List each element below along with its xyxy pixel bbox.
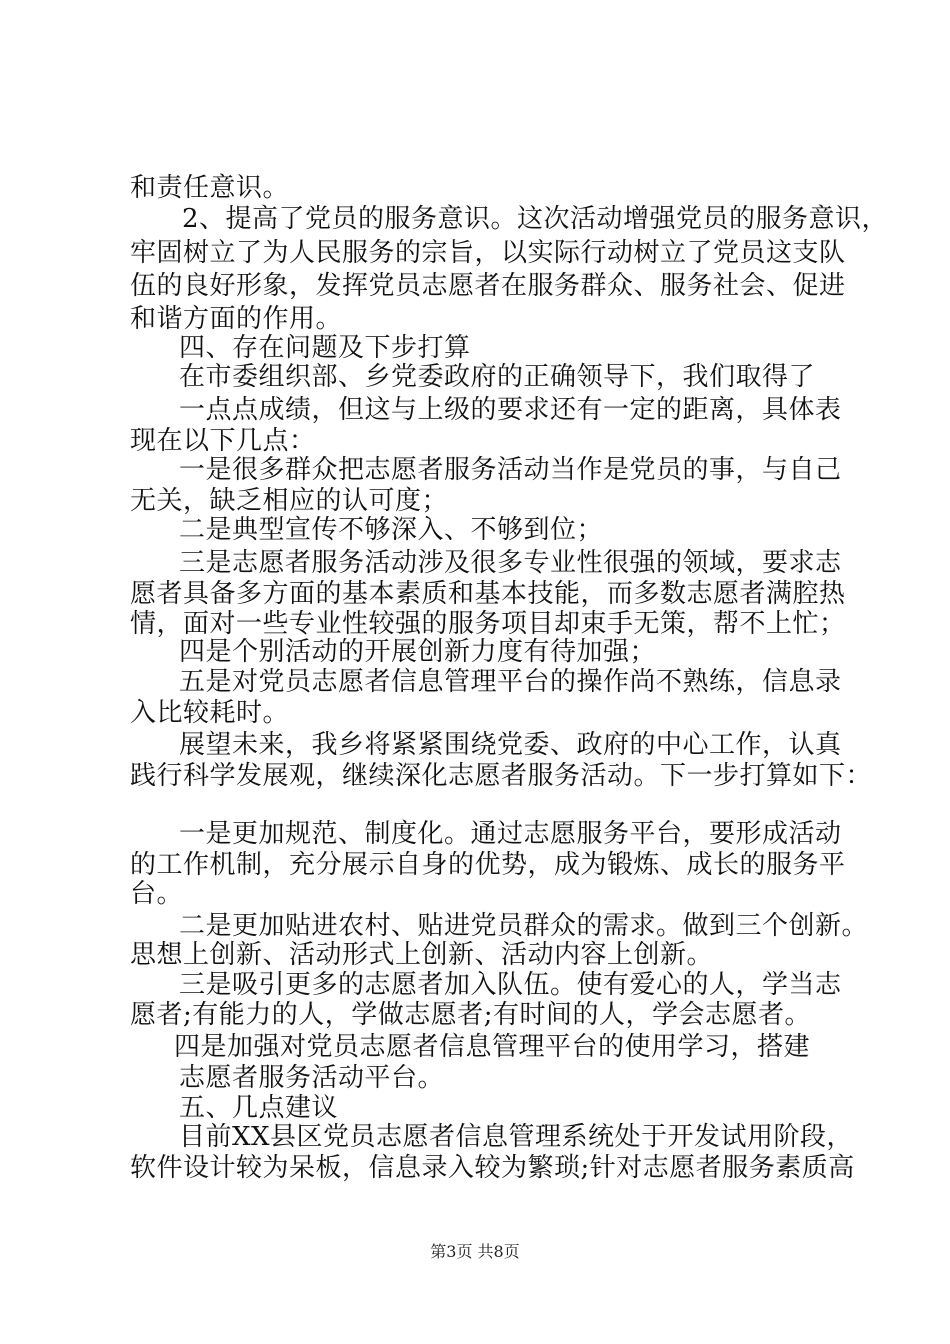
section-heading: 五、几点建议 — [179, 1093, 339, 1123]
text-line: 软件设计较为呆板，信息录入较为繁琐;针对志愿者服务素质高 — [130, 1153, 855, 1183]
text-line: 入比较耗时。 — [130, 698, 290, 728]
text-line: 四是加强对党员志愿者信息管理平台的使用学习，搭建 — [174, 1032, 811, 1062]
text-line: 践行科学发展观，继续深化志愿者服务活动。下一步打算如下： — [130, 761, 873, 791]
text-line: 思想上创新、活动形式上创新、活动内容上创新。 — [130, 940, 714, 970]
text-line: 目前XX县区党员志愿者信息管理系统处于开发试用阶段， — [179, 1122, 854, 1152]
text-line: 2、提高了党员的服务意识。这次活动增强党员的服务意识， — [182, 204, 889, 234]
text-line: 志愿者服务活动平台。 — [179, 1063, 445, 1093]
text-line: 和谐方面的作用。 — [130, 304, 343, 334]
text-line: 二是更加贴进农村、贴进党员群众的需求。做到三个创新。 — [179, 911, 869, 941]
text-line: 牢固树立了为人民服务的宗旨，以实际行动树立了党员这支队 — [130, 238, 846, 268]
text-line: 的工作机制，充分展示自身的优势，成为锻炼、成长的服务平 — [130, 850, 846, 880]
text-line: 愿者具备多方面的基本素质和基本技能，而多数志愿者满腔热 — [130, 579, 846, 609]
page-footer — [0, 1242, 950, 1262]
text-line: 情，面对一些专业性较强的服务项目却束手无策，帮不上忙； — [130, 609, 846, 639]
text-line: 愿者;有能力的人，学做志愿者;有时间的人，学会志愿者。 — [130, 1000, 812, 1030]
text-line: 和责任意识。 — [130, 173, 290, 203]
text-line: 台。 — [130, 879, 184, 909]
page-number-label: 第3页 共8页 — [430, 1242, 520, 1261]
text-line: 在市委组织部、乡党委政府的正确领导下，我们取得了 — [179, 362, 816, 392]
text-line: 一是很多群众把志愿者服务活动当作是党员的事，与自己 — [179, 455, 842, 485]
text-line: 伍的良好形象，发挥党员志愿者在服务群众、服务社会、促进 — [130, 271, 846, 301]
text-line: 四是个别活动的开展创新力度有待加强； — [179, 637, 657, 667]
text-line: 二是典型宣传不够深入、不够到位； — [179, 515, 604, 545]
text-line: 五是对党员志愿者信息管理平台的操作尚不熟练，信息录 — [179, 667, 842, 697]
text-line: 三是志愿者服务活动涉及很多专业性很强的领域，要求志 — [179, 548, 842, 578]
section-heading: 四、存在问题及下步打算 — [179, 333, 471, 363]
text-line: 一点点成绩，但这与上级的要求还有一定的距离，具体表 — [179, 395, 842, 425]
text-line: 一是更加规范、制度化。通过志愿服务平台，要形成活动 — [179, 819, 842, 849]
text-line: 展望未来，我乡将紧紧围绕党委、政府的中心工作，认真 — [179, 730, 842, 760]
text-line: 现在以下几点： — [130, 426, 316, 456]
text-line: 三是吸引更多的志愿者加入队伍。使有爱心的人，学当志 — [179, 970, 842, 1000]
text-line: 无关，缺乏相应的认可度； — [130, 486, 449, 516]
